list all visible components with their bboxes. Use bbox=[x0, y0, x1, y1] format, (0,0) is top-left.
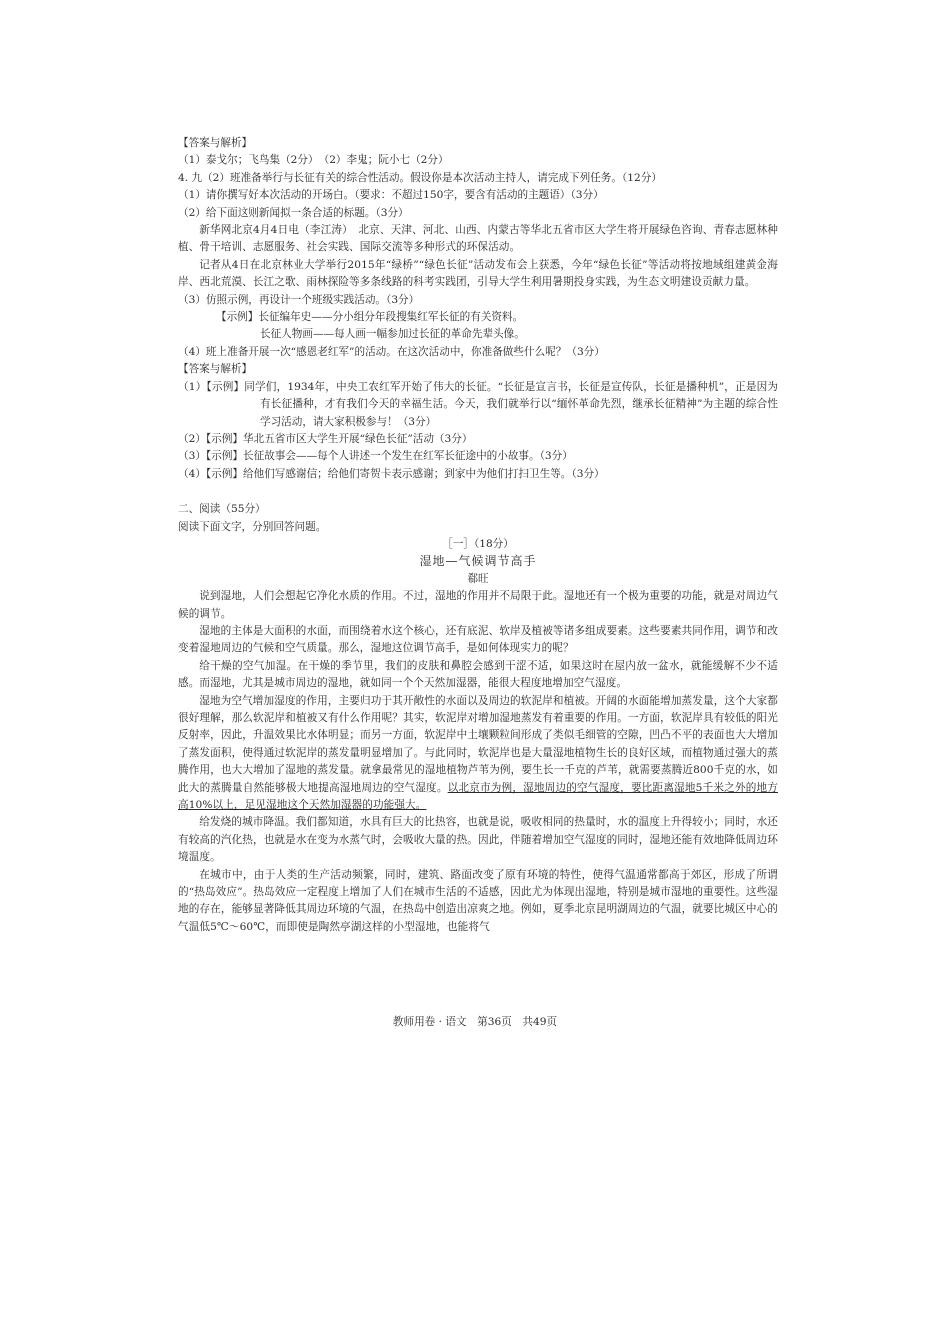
page-footer: 教师用卷 · 语文 第36页 共49页 bbox=[392, 1016, 558, 1028]
part-1-label: ［一］（18分） bbox=[442, 537, 514, 550]
question-4-2: （2）给下面这则新闻拟一条合适的标题。（3分） bbox=[178, 206, 409, 219]
section-2-intro: 阅读下面文字，分别回答问题。 bbox=[178, 520, 327, 533]
essay-paragraph-4-body: 湿地为空气增加湿度的作用，主要归功于其开敞性的水面以及周边的软泥岸和植被。开阔的水面能增加蒸发量，这个大家都很好理解，那么软泥岸和植被又有什么作用呢？其实，软泥岸对增加湿地蒸发有着重要的作用。一方面，软泥岸具有较低的阳光反射率，因此，升温效果比水体明显；而另一方面，软泥岸中土壤颗粒间形成了类似毛细管的空隙，凹凸不平的表面也大大增加了蒸发面积，使得通过软泥岸的蒸发量明显增加了。与此同时，软泥岸也是大量湿地植物生长的良好区域，而植物通过强大的蒸腾作用，也大大增加了湿地的蒸发量。就拿最常见的湿地植物芦苇为例，要生长一千克的芦苇，就需要蒸腾近800千克的水，如此大的蒸腾量自然能够极大地提高湿地周边的空气湿度。 bbox=[178, 694, 778, 794]
answer-line: （1）泰戈尔；飞鸟集（2分） （2）李鬼；阮小七（2分） bbox=[178, 154, 449, 167]
essay-title: 湿地—气候调节高手 bbox=[419, 554, 537, 569]
answer-4: （4）【示例】给他们写感谢信；给他们寄贺卡表示感谢；到家中为他们打扫卫生等。（3分） bbox=[178, 467, 605, 480]
essay-paragraph-2: 湿地的主体是大面积的水面，而围绕着水这个核心，还有底泥、软岸及植被等诸多组成要素。这些要素共同作用，调节和改变着湿地周边的气候和空气质量。那么，湿地这位调节高手，是如何体现实力的呢？ bbox=[178, 624, 778, 655]
answer-3: （3）【示例】长征故事会——每个人讲述一个发生在红军长征途中的小故事。（3分） bbox=[178, 450, 573, 463]
answer-2: （2）【示例】华北五省市区大学生开展“绿色长征”活动（3分） bbox=[178, 432, 473, 445]
section-2-heading: 二、阅读（55分） bbox=[178, 503, 266, 516]
question-4-1: （1）请你撰写好本次活动的开场白。（要求：不超过150字，要含有活动的主题语）（3分） bbox=[178, 189, 604, 202]
question-4: 4. 九（2）班准备举行与长征有关的综合性活动。假设你是本次活动主持人，请完成下列任务。（12分） bbox=[178, 171, 662, 184]
essay-paragraph-1: 说到湿地，人们会想起它净化水质的作用。不过，湿地的作用并不局限于此。湿地还有一个极为重要的功能，就是对周边气候的调节。 bbox=[178, 590, 778, 620]
example-line-1: 【示例】长征编年史——分小组分年段搜集红军长征的有关资料。 bbox=[216, 311, 524, 324]
essay-paragraph-5: 给发烧的城市降温。我们都知道，水具有巨大的比热容，也就是说，吸收相同的热量时，水的温度上升得较小；同时，水还有较高的汽化热，也就是水在变为水蒸气时，会吸收大量的热。因此，伴随着增加空气湿度的同时，湿地还能有效地降低周边环境温度。 bbox=[178, 816, 778, 864]
news-paragraph-2: 记者从4日在北京林业大学举行2015年“绿桥”“绿色长征”活动发布会上获悉，今年“绿色长征”等活动将按地域组建黄金海岸、西北荒漠、长江之歌、雨林探险等多条线路的科考实践团，引导大学生利用暑期投身实践，为生态文明建设贡献力量。 bbox=[178, 258, 778, 289]
news-paragraph-1: 新华网北京4月4日电（李江涛） 北京、天津、河北、山西、内蒙古等华北五省市区大学生将开展绿色咨询、青春志愿林种植、骨干培训、志愿服务、社会实践、国际交流等多种形式的环保活动。 bbox=[178, 224, 778, 254]
answer-heading: 【答案与解析】 bbox=[178, 137, 253, 149]
question-4-3: （3）仿照示例，再设计一个班级实践活动。（3分） bbox=[178, 293, 420, 306]
underlined-sentence: 以北京市为例，湿地周边的空气湿度，要比距离湿地5千米之外的地方高10%以上，足见湿地这个天然加湿器的功能强大。 bbox=[178, 781, 779, 812]
example-line-2: 长征人物画——每人画一幅参加过长征的革命先辈头像。 bbox=[260, 328, 525, 341]
answer-heading-2: 【答案与解析】 bbox=[178, 363, 253, 376]
essay-author: 郗旺 bbox=[467, 572, 489, 585]
document-page bbox=[178, 135, 778, 936]
essay-paragraph-3: 给干燥的空气加湿。在干燥的季节里，我们的皮肤和鼻腔会感到干涩不适，如果这时在屋内放一盆水，就能缓解不少不适感。而湿地，尤其是城市周边的湿地，就如同一个个天然加湿器，能很大程度地增加空气湿度。 bbox=[178, 659, 778, 690]
essay-paragraph-4 bbox=[178, 693, 778, 815]
question-4-4: （4）班上准备开展一次“感恩老红军”的活动。在这次活动中，你准备做些什么呢？（3分） bbox=[178, 345, 605, 358]
essay-paragraph-6: 在城市中，由于人类的生产活动频繁，同时，建筑、路面改变了原有环境的特性，使得气温通常都高于郊区，形成了所谓的“热岛效应”。热岛效应一定程度上增加了人们在城市生活的不适感，因此尤为体现出湿地，特别是城市湿地的重要性。这些湿地的存在，能够显著降低其周边环境的气温，在热岛中创造出凉爽之地。例如，夏季北京昆明湖周边的气温，就要比城区中心的气温低5℃～60℃，而即使是陶然亭湖这样的小型湿地，也能将气 bbox=[178, 868, 778, 933]
answer-1: （1）【示例】同学们，1934年，中央工农红军开始了伟大的长征。“长征是宣言书，长征是宣传队，长征是播种机”，正是因为有长征播种，才有我们今天的幸福生活。今天，我们就举行以“缅怀革命先烈，继承长征精神”为主题的综合性学习活动，请大家积极参与！（3分） bbox=[178, 380, 778, 428]
